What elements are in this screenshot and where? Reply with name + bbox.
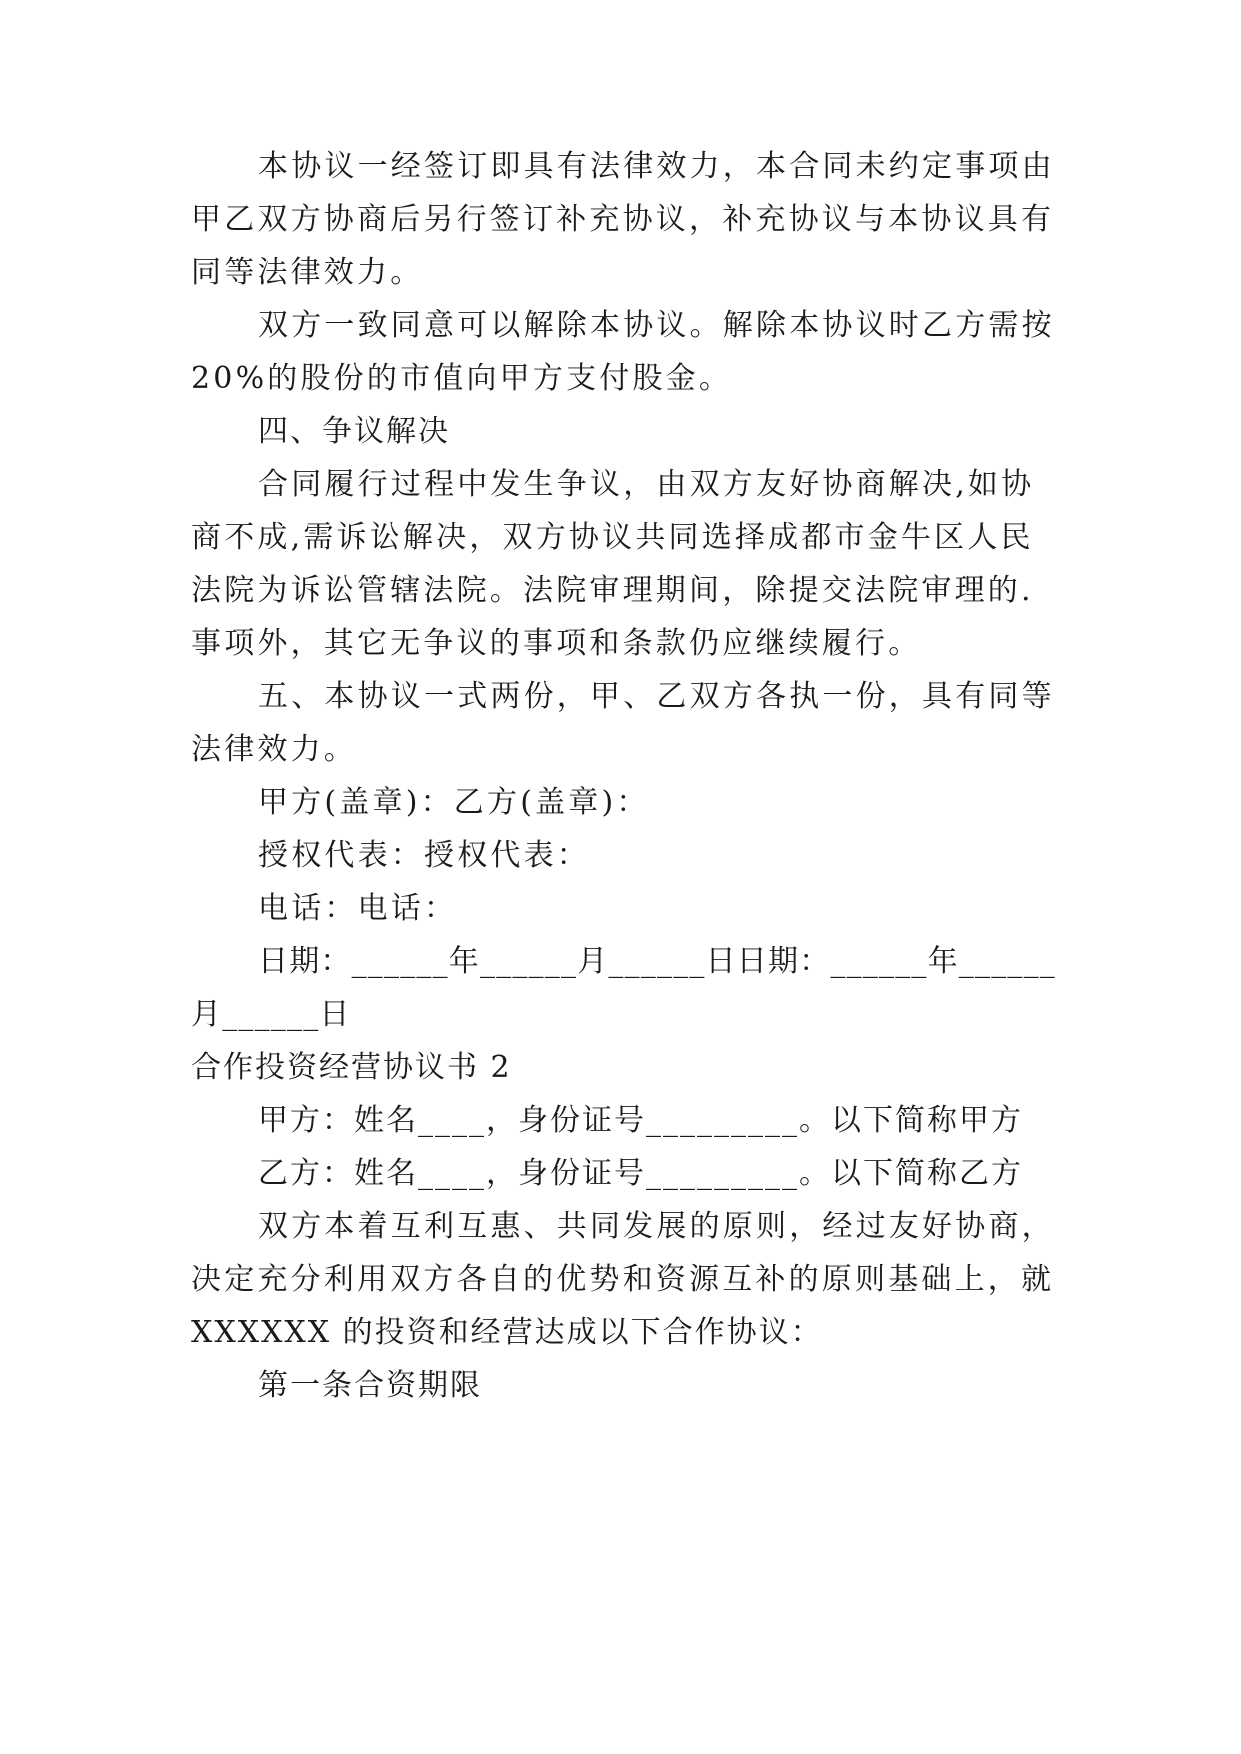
paragraph-line: 合同履行过程中发生争议，由双方友好协商解决,如协 (258, 467, 1035, 502)
section-heading: 四、争议解决 (258, 414, 450, 449)
signature-representative-line: 授权代表：授权代表： (258, 838, 590, 873)
paragraph-line: 商不成,需诉讼解决，双方协议共同选择成都市金牛区人民 (191, 520, 1034, 555)
paragraph-line: 本协议一经签订即具有法律效力，本合同未约定事项由 (258, 149, 1055, 184)
paragraph-line: 双方一致同意可以解除本协议。解除本协议时乙方需按 (258, 308, 1055, 343)
paragraph-line: 法律效力。 (191, 732, 357, 767)
party-b-line: 乙方：姓名____，身份证号_________。以下简称乙方 (258, 1156, 1023, 1191)
party-a-line: 甲方：姓名____，身份证号_________。以下简称甲方 (258, 1103, 1023, 1138)
signature-date-line: 月______日 (191, 997, 351, 1032)
article-heading: 第一条合资期限 (258, 1368, 482, 1403)
paragraph-line: 20%的股份的市值向甲方支付股金。 (191, 361, 733, 396)
paragraph-line: 甲乙双方协商后另行签订补充协议，补充协议与本协议具有 (191, 202, 1055, 237)
paragraph-line: 事项外，其它无争议的事项和条款仍应继续履行。 (191, 626, 922, 661)
signature-phone-line: 电话：电话： (258, 891, 458, 926)
paragraph-line: 双方本着互利互惠、共同发展的原则，经过友好协商， (258, 1209, 1055, 1244)
paragraph-line: XXXXXX 的投资和经营达成以下合作协议： (191, 1315, 823, 1350)
paragraph-line: 同等法律效力。 (191, 255, 424, 290)
signature-seal-line: 甲方(盖章)：乙方(盖章)： (258, 785, 650, 820)
signature-date-line: 日期：______年______月______日日期：______年______ (258, 944, 1056, 979)
document-title: 合作投资经营协议书 2 (191, 1050, 512, 1085)
paragraph-line: 决定充分利用双方各自的优势和资源互补的原则基础上，就 (191, 1262, 1055, 1297)
paragraph-line: 五、本协议一式两份，甲、乙双方各执一份，具有同等 (258, 679, 1055, 714)
paragraph-line: 法院为诉讼管辖法院。法院审理期间，除提交法院审理的. (191, 573, 1034, 608)
